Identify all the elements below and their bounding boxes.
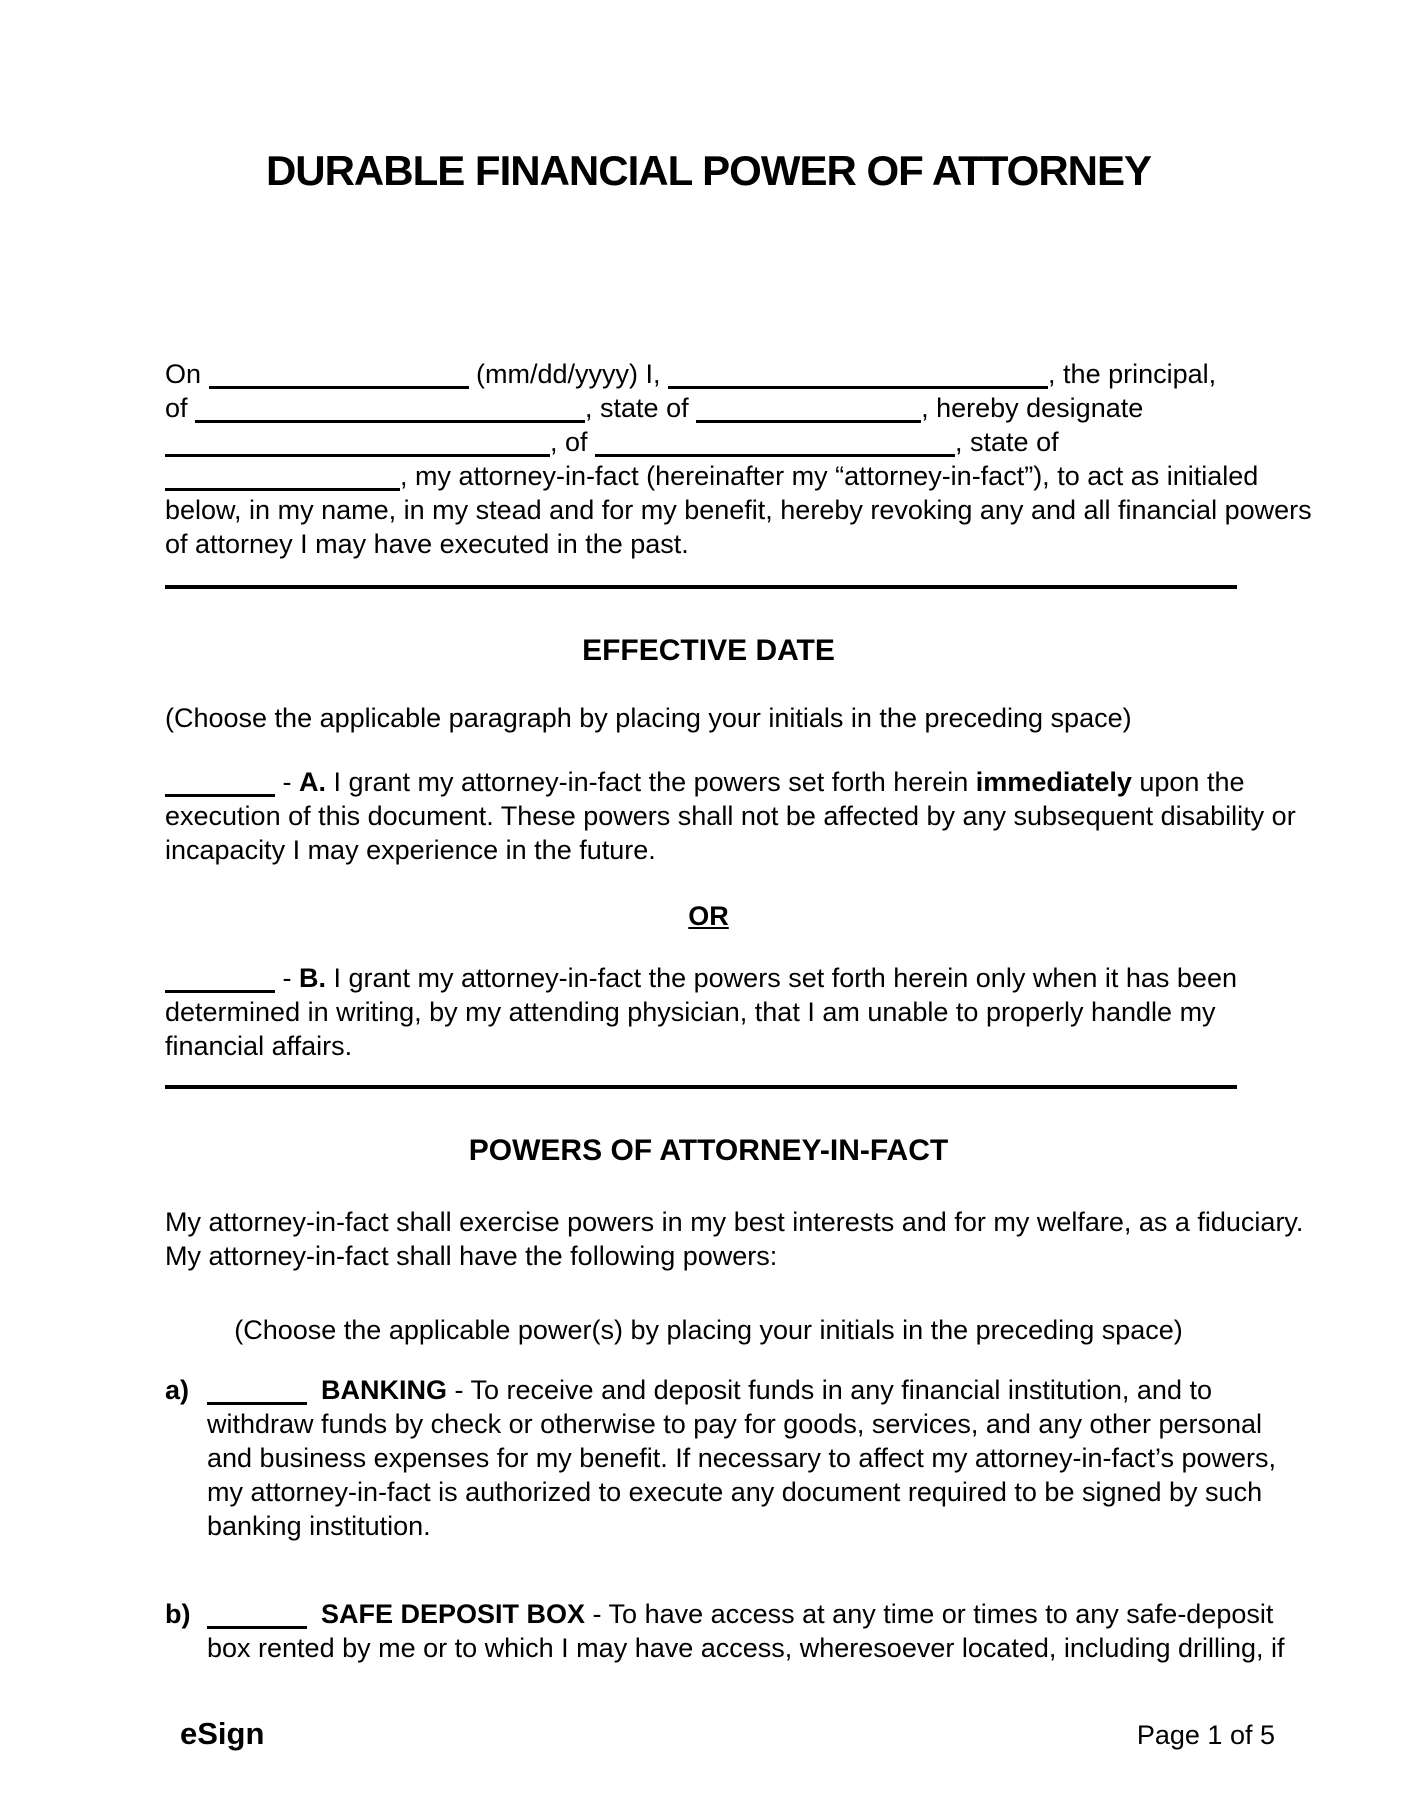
intro-text: , my attorney-in-fact (hereinafter my “attorney-in-fact”), to act as initialed	[400, 461, 1259, 491]
intro-text: , the principal,	[1048, 359, 1217, 389]
intro-line-1	[165, 357, 1252, 391]
power-item-safe-deposit-box	[165, 1597, 1285, 1665]
intro-text: On	[165, 359, 209, 389]
powers-intro-paragraph	[165, 1205, 1304, 1273]
option-a-label: A.	[299, 767, 326, 797]
intro-line-2	[165, 391, 1252, 425]
intro-line-5: below, in my name, in my stead and for my benefit, hereby revoking any and all financial powers	[165, 495, 1312, 525]
banking-line-2: withdraw funds by check or otherwise to pay for goods, services, and any other personal	[207, 1409, 1263, 1439]
option-a-initials-blank[interactable]	[165, 794, 275, 797]
document-content	[0, 145, 1402, 1665]
effective-date-note: (Choose the applicable paragraph by placing your initials in the preceding space)	[165, 703, 1132, 733]
intro-line-6: of attorney I may have executed in the past.	[165, 529, 689, 559]
intro-text: (mm/dd/yyyy) I,	[468, 359, 669, 389]
safe-deposit-text: - To have access at any time or times to any safe-deposit	[585, 1599, 1274, 1629]
safe-deposit-line-2: box rented by me or to which I may have access, wheresoever located, including drilling, if	[207, 1633, 1285, 1663]
option-a-line-1	[165, 765, 1252, 799]
option-b-initials-blank[interactable]	[165, 990, 275, 993]
principal-address-blank[interactable]	[195, 420, 585, 423]
document-title: DURABLE FINANCIAL POWER OF ATTORNEY	[265, 147, 1152, 194]
powers-intro-line-1: My attorney-in-fact shall exercise powers in my best interests and for my welfare, as a fiduciary.	[165, 1207, 1304, 1237]
banking-text: - To receive and deposit funds in any financial institution, and to	[447, 1375, 1212, 1405]
esign-logo: eSign	[180, 1716, 265, 1751]
banking-initials-blank[interactable]	[207, 1402, 307, 1405]
option-a-text: I grant my attorney-in-fact the powers set forth herein	[326, 767, 976, 797]
banking-line-1	[207, 1373, 1252, 1407]
agent-name-blank[interactable]	[165, 454, 550, 457]
safe-deposit-initials-blank[interactable]	[207, 1626, 307, 1629]
page-number: Page 1 of 5	[1136, 1720, 1275, 1750]
item-marker: b)	[165, 1599, 191, 1629]
principal-state-blank[interactable]	[696, 420, 921, 423]
powers-intro-line-2: My attorney-in-fact shall have the following powers:	[165, 1241, 778, 1271]
intro-line-3	[165, 425, 1252, 459]
section-divider	[165, 1085, 1237, 1089]
option-b-line-2: determined in writing, by my attending physician, that I am unable to properly handle my	[165, 997, 1216, 1027]
item-marker: a)	[165, 1375, 190, 1405]
option-b-text: I grant my attorney-in-fact the powers set forth herein only when it has been	[326, 963, 1237, 993]
option-a-text: -	[275, 767, 299, 797]
option-b-line-1	[165, 961, 1252, 995]
safe-deposit-line-1	[207, 1597, 1274, 1631]
date-blank[interactable]	[209, 386, 469, 389]
intro-line-4	[165, 459, 1259, 493]
option-b-text: -	[275, 963, 299, 993]
intro-paragraph	[165, 357, 1312, 561]
option-b-paragraph	[165, 961, 1252, 1063]
page-footer	[0, 1716, 1402, 1752]
agent-state-blank[interactable]	[165, 488, 400, 491]
intro-text: , of	[550, 427, 596, 457]
safe-deposit-label: SAFE DEPOSIT BOX	[321, 1599, 586, 1629]
agent-address-blank[interactable]	[595, 454, 955, 457]
or-label: OR	[688, 901, 729, 931]
banking-line-3: and business expenses for my benefit. If necessary to affect my attorney-in-fact’s powers,	[207, 1443, 1277, 1473]
banking-line-4: my attorney-in-fact is authorized to execute any document required to be signed by such	[207, 1477, 1263, 1507]
banking-line-5: banking institution.	[207, 1511, 431, 1541]
section-divider	[165, 585, 1237, 589]
option-a-line-3: incapacity I may experience in the future.	[165, 835, 656, 865]
intro-text: , state of	[955, 427, 1059, 457]
banking-label: BANKING	[321, 1375, 447, 1405]
intro-text: , state of	[585, 393, 697, 423]
option-b-line-3: financial affairs.	[165, 1031, 353, 1061]
power-item-banking	[165, 1373, 1277, 1543]
intro-text: , hereby designate	[921, 393, 1144, 423]
powers-note: (Choose the applicable power(s) by placing your initials in the preceding space)	[234, 1315, 1183, 1345]
option-a-text: upon the	[1131, 767, 1245, 797]
option-a-paragraph	[165, 765, 1296, 867]
option-a-line-2: execution of this document. These powers shall not be affected by any subsequent disability or	[165, 801, 1296, 831]
effective-date-heading: EFFECTIVE DATE	[582, 634, 835, 667]
option-a-emphasis: immediately	[975, 767, 1132, 797]
intro-text: of	[165, 393, 196, 423]
powers-heading: POWERS OF ATTORNEY-IN-FACT	[468, 1134, 949, 1167]
option-b-label: B.	[299, 963, 326, 993]
principal-name-blank[interactable]	[668, 386, 1048, 389]
